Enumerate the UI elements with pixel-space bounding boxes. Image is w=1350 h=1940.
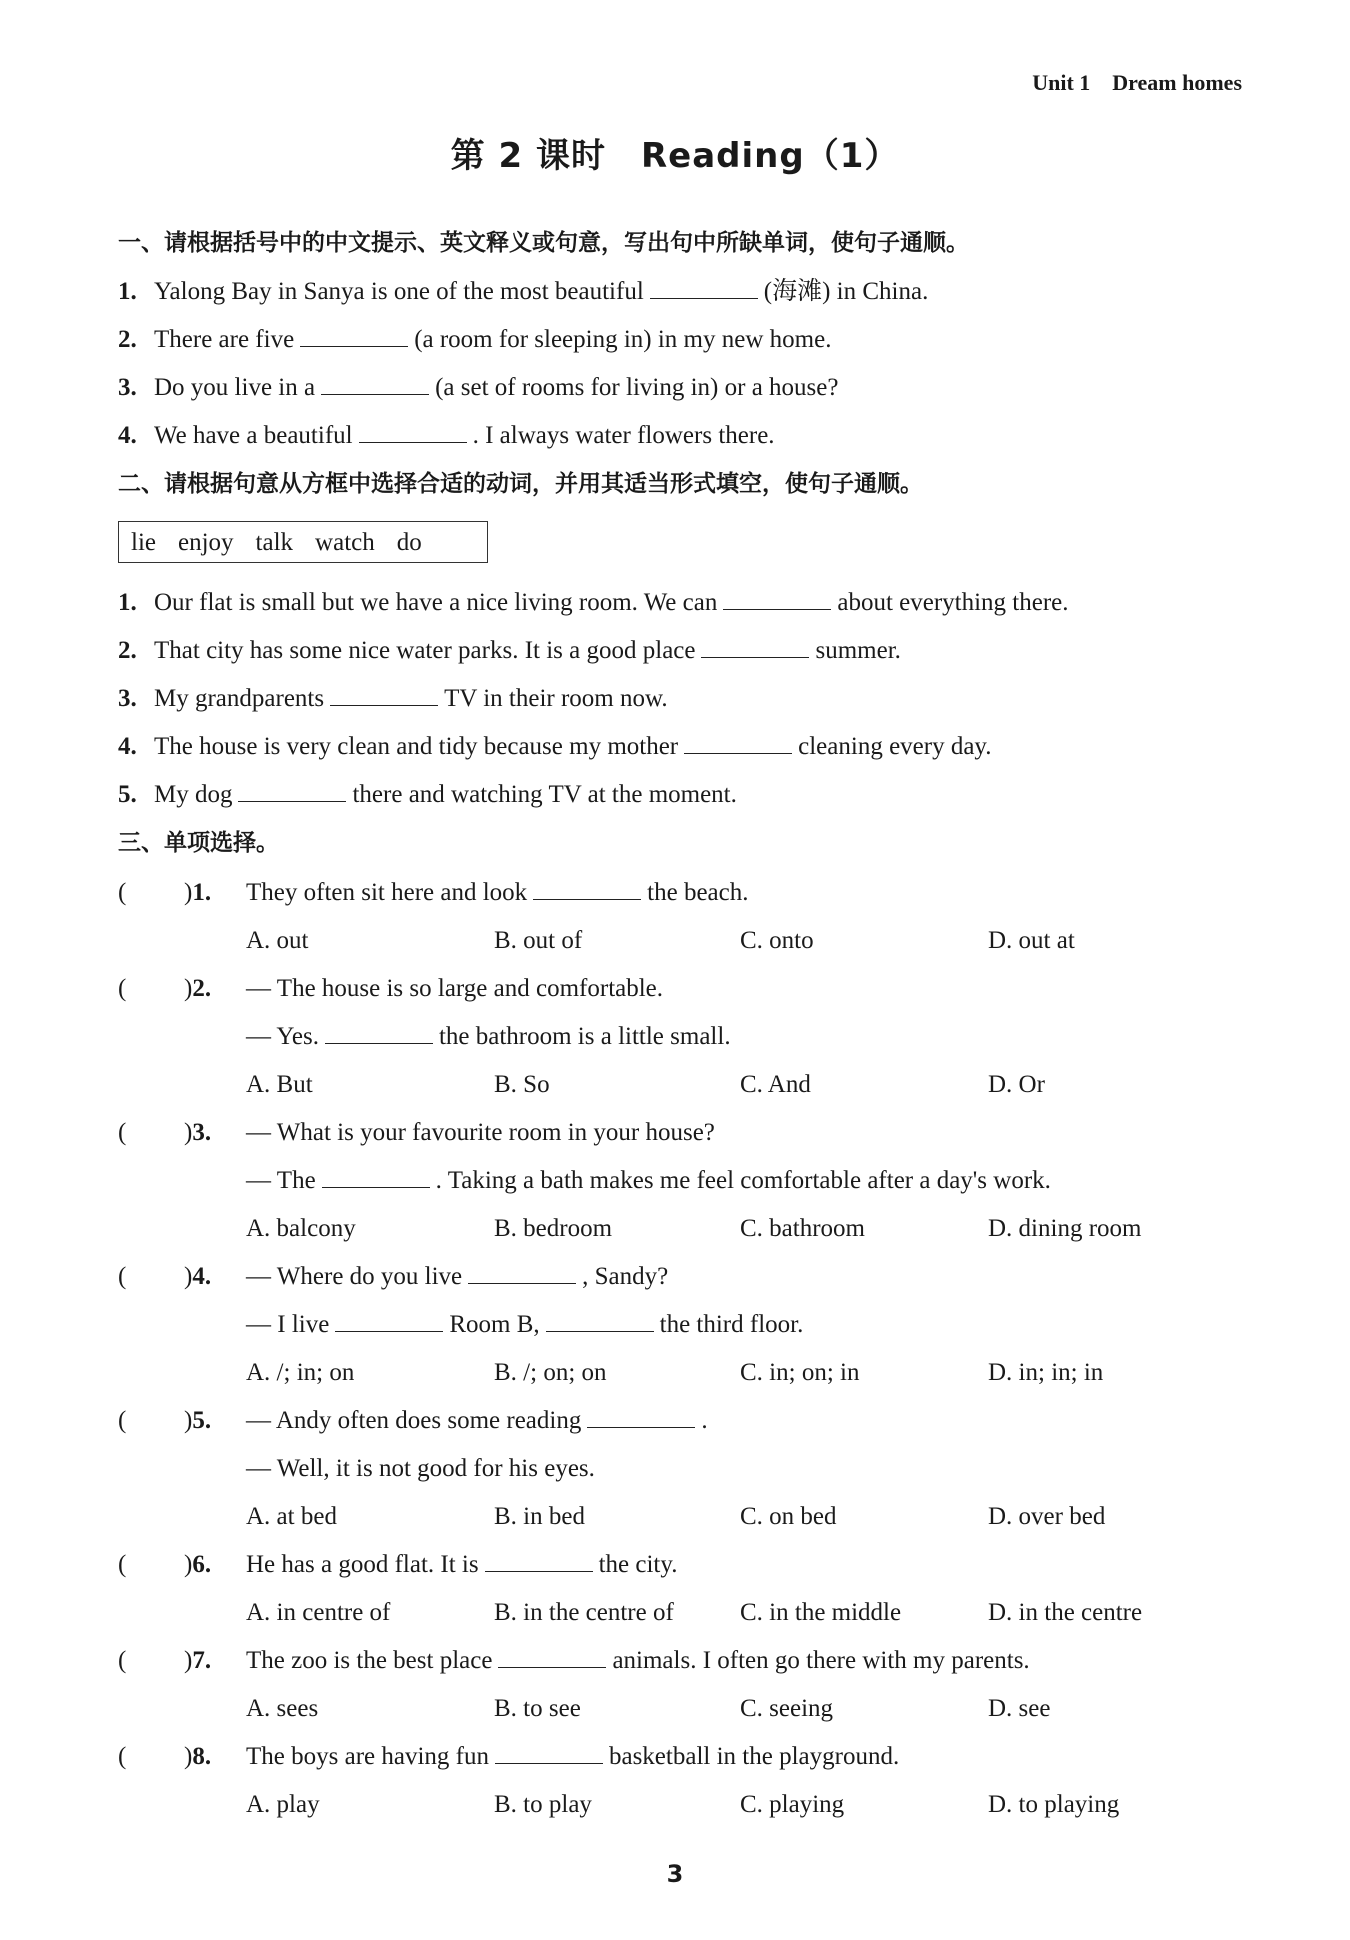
option-b[interactable]: B. to play [494, 1791, 592, 1818]
q5-line-1: — Andy often does some reading . [246, 1407, 708, 1434]
running-header [1032, 70, 1242, 96]
word-bank-item: watch [315, 529, 375, 556]
option-c[interactable]: C. bathroom [740, 1215, 865, 1242]
option-a[interactable]: A. /; in; on [246, 1359, 355, 1386]
answer-blank[interactable] [321, 372, 429, 395]
answer-blank[interactable] [330, 683, 438, 706]
option-a[interactable]: A. play [246, 1791, 320, 1818]
option-b[interactable]: B. out of [494, 927, 583, 954]
option-d[interactable]: D. dining room [988, 1215, 1142, 1242]
mc-question-4: ( )4. [118, 1260, 228, 1294]
option-c[interactable]: C. seeing [740, 1695, 834, 1722]
answer-blank[interactable] [701, 635, 809, 658]
mc-question-8: ( )8. [118, 1740, 228, 1774]
s2-item-3: 3. My grandparents TV in their room now. [118, 685, 668, 712]
q8-stem: The boys are having fun basketball in the playground. [246, 1743, 900, 1770]
s1-item-2: 2. There are five (a room for sleeping in) in my new home. [118, 326, 832, 353]
unit-topic: Dream homes [1112, 70, 1242, 95]
answer-blank[interactable] [335, 1309, 443, 1332]
mc-question-1: ( )1. [118, 876, 228, 910]
option-d[interactable]: D. in; in; in [988, 1359, 1104, 1386]
option-c[interactable]: C. on bed [740, 1503, 837, 1530]
s1-item-1: 1. Yalong Bay in Sanya is one of the most beautiful (海滩) in China. [118, 278, 929, 305]
mc-question-6: ( )6. [118, 1548, 228, 1582]
option-a[interactable]: A. But [246, 1071, 313, 1098]
answer-blank[interactable] [359, 420, 467, 443]
option-d[interactable]: D. in the centre [988, 1599, 1143, 1626]
option-c[interactable]: C. in the middle [740, 1599, 902, 1626]
section2-heading: 二、请根据句意从方框中选择合适的动词，并用其适当形式填空，使句子通顺。 [118, 471, 923, 497]
word-bank-item: enjoy [178, 529, 234, 556]
option-a[interactable]: A. sees [246, 1695, 319, 1722]
s2-item-2: 2. That city has some nice water parks. It is a good place summer. [118, 637, 901, 664]
option-d[interactable]: D. to playing [988, 1791, 1120, 1818]
q7-stem: The zoo is the best place animals. I often go there with my parents. [246, 1647, 1030, 1674]
mc-question-2: ( )2. [118, 972, 228, 1006]
option-d[interactable]: D. out at [988, 927, 1075, 954]
option-a[interactable]: A. balcony [246, 1215, 356, 1242]
answer-blank[interactable] [468, 1261, 576, 1284]
answer-blank[interactable] [587, 1405, 695, 1428]
answer-bracket[interactable]: ( [118, 1119, 127, 1146]
answer-blank[interactable] [325, 1021, 433, 1044]
mc-question-3: ( )3. [118, 1116, 228, 1150]
word-bank-item: lie [131, 529, 156, 556]
answer-blank[interactable] [723, 587, 831, 610]
answer-blank[interactable] [495, 1741, 603, 1764]
s1-item-3: 3. Do you live in a (a set of rooms for living in) or a house? [118, 374, 839, 401]
word-bank-item: talk [255, 529, 294, 556]
option-b[interactable]: B. in bed [494, 1503, 585, 1530]
option-d[interactable]: D. see [988, 1695, 1051, 1722]
option-c[interactable]: C. onto [740, 927, 814, 954]
option-d[interactable]: D. over bed [988, 1503, 1106, 1530]
s2-item-5: 5. My dog there and watching TV at the moment. [118, 781, 737, 808]
answer-blank[interactable] [238, 779, 346, 802]
answer-bracket[interactable]: ( [118, 1647, 127, 1674]
option-a[interactable]: A. out [246, 927, 309, 954]
answer-blank[interactable] [300, 324, 408, 347]
s2-item-1: 1. Our flat is small but we have a nice living room. We can about everything there. [118, 589, 1069, 616]
option-b[interactable]: B. bedroom [494, 1215, 613, 1242]
option-c[interactable]: C. playing [740, 1791, 845, 1818]
section3-heading: 三、单项选择。 [118, 830, 279, 856]
q3-line-1: — What is your favourite room in your house? [246, 1119, 715, 1146]
answer-bracket[interactable]: ( [118, 1551, 127, 1578]
section1-heading: 一、请根据括号中的中文提示、英文释义或句意，写出句中所缺单词，使句子通顺。 [118, 230, 969, 256]
unit-label: Unit 1 [1032, 70, 1091, 95]
option-a[interactable]: A. at bed [246, 1503, 337, 1530]
answer-blank[interactable] [546, 1309, 654, 1332]
answer-blank[interactable] [498, 1645, 606, 1668]
page-number: 3 [666, 1860, 684, 1888]
answer-blank[interactable] [485, 1549, 593, 1572]
option-c[interactable]: C. And [740, 1071, 811, 1098]
q6-stem: He has a good flat. It is the city. [246, 1551, 678, 1578]
word-bank-box [118, 521, 488, 563]
s1-item-4: 4. We have a beautiful . I always water flowers there. [118, 422, 775, 449]
mc-question-5: ( )5. [118, 1404, 228, 1438]
lesson-title: 第 2 课时 Reading（1） [450, 136, 900, 176]
option-c[interactable]: C. in; on; in [740, 1359, 860, 1386]
q4-line-2: — I live Room B, the third floor. [246, 1311, 804, 1338]
option-b[interactable]: B. /; on; on [494, 1359, 607, 1386]
mc-question-7: ( )7. [118, 1644, 228, 1678]
answer-blank[interactable] [650, 276, 758, 299]
answer-blank[interactable] [684, 731, 792, 754]
answer-bracket[interactable]: ( [118, 975, 127, 1002]
option-d[interactable]: D. Or [988, 1071, 1045, 1098]
q1-stem: They often sit here and look the beach. [246, 879, 749, 906]
q3-line-2: — The . Taking a bath makes me feel comfortable after a day's work. [246, 1167, 1051, 1194]
q2-line-2: — Yes. the bathroom is a little small. [246, 1023, 731, 1050]
answer-bracket[interactable]: ( [118, 879, 127, 906]
answer-bracket[interactable]: ( [118, 1263, 127, 1290]
q4-line-1: — Where do you live , Sandy? [246, 1263, 669, 1290]
answer-blank[interactable] [533, 877, 641, 900]
q5-line-2: — Well, it is not good for his eyes. [246, 1455, 595, 1482]
answer-bracket[interactable]: ( [118, 1407, 127, 1434]
option-b[interactable]: B. in the centre of [494, 1599, 674, 1626]
s2-item-4: 4. The house is very clean and tidy because my mother cleaning every day. [118, 733, 992, 760]
word-bank-item: do [396, 529, 422, 556]
answer-bracket[interactable]: ( [118, 1743, 127, 1770]
answer-blank[interactable] [322, 1165, 430, 1188]
q2-line-1: — The house is so large and comfortable. [246, 975, 664, 1002]
option-a[interactable]: A. in centre of [246, 1599, 391, 1626]
option-b[interactable]: B. to see [494, 1695, 581, 1722]
option-b[interactable]: B. So [494, 1071, 550, 1098]
